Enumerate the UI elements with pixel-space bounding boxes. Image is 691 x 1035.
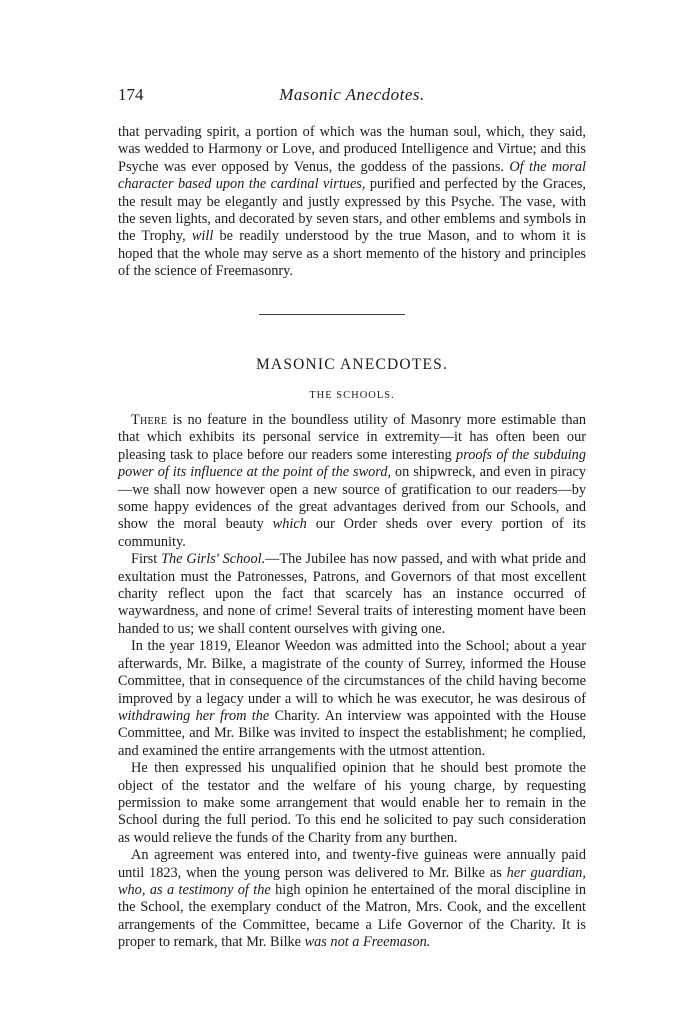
paragraph-5-b: her guardian, who, as a testimony of the [118, 864, 586, 898]
intro-paragraph [118, 124, 586, 281]
paragraph-2-c: —The Jubilee has now passed, and with what pride and exultation must the Patronesses, Patrons, and Governors of that most excellent charity reflect upon the fact that scarcely has an instance occurred of waywardness, and none of crime! Several traits of interesting moment have been handed to us; we shall content ourselves with giving one. [118, 551, 586, 637]
intro-text-e: be readily understood by the true Mason, and to whom it is hoped that the whole may serve as a short memento of the history and principles of the science of Freemasonry. [118, 228, 586, 280]
paragraph-4 [118, 760, 586, 847]
paragraph-3-c: Charity. An interview was appointed with the House Committee, and Mr. Bilke was invited to inspect the establishment; he complied, and examined the entire arrangements with the utmost attention. [118, 707, 586, 759]
paragraph-2-b: The Girls' School. [161, 551, 266, 568]
paragraph-2-a: First [131, 551, 162, 568]
intro-text [118, 124, 586, 281]
subsection-title: THE SCHOOLS. [309, 390, 395, 401]
paragraph-5-c: high opinion he entertained of the moral discipline in the School, the exemplary conduct of the Matron, Mrs. Cook, and the excellent arrangements of the Committee, became a Life Governor of the Charity. It is proper to remark, that Mr. Bilke [118, 881, 586, 951]
intro-text-a: that pervading spirit, a portion of which was the human soul, which, they said, was wedded to Harmony or Love, and produced Intelligence and Virtue; and this Psyche was ever opposed by Venus, the goddess of the passions. [118, 124, 586, 175]
opening-word: There [131, 412, 168, 428]
paragraph-5-d: was not a Freemason. [304, 934, 431, 951]
paragraph-1-d: which [272, 516, 307, 533]
section-divider [259, 314, 405, 315]
paragraph-3-a: In the year 1819, Eleanor Weedon was admitted into the School; about a year afterwards, Mr. Bilke, a magistrate of the county of Surrey, informed the House Committee, that in consequence of the circumstances of the child having become improved by a legacy under a will to which he was executor, he was desirous of [118, 638, 586, 707]
intro-text-b: Of the moral character based upon the cardinal virtues, [118, 158, 586, 193]
intro-text-d: will [191, 228, 214, 245]
paragraph-1-b: proofs of the subduing power of its influence at the point of the sword, [118, 446, 586, 481]
intro-text-c: purified and perfected by the Graces, the result may be elegantly and justly expressed by this Psyche. The vase, with the seven lights, and decorated by seven stars, and other emblems and symbols in the Trophy, [118, 176, 586, 245]
paragraph-1-e: our Order sheds over every portion of its community. [118, 516, 586, 550]
paragraph-5 [118, 847, 586, 951]
paragraph-3-b: withdrawing her from the [118, 707, 270, 724]
running-title: Masonic Anecdotes. [279, 85, 425, 104]
section-title: MASONIC ANECDOTES. [255, 356, 449, 373]
paragraph-1-a: is no feature in the boundless utility of Masonry more estimable than that which exhibits its personal service in extremity—it has often been our pleasing task to place before our readers some interesting [118, 412, 586, 463]
paragraph-4-a: He then expressed his unqualified opinion that he should best promote the object of the testator and the welfare of his young charge, by requesting permission to make some arrangement that would enable her to remain in the School during the full period. To this end he solicited to pay such consideration as would relieve the funds of the Charity from any burthen. [118, 760, 586, 846]
paragraph-1 [118, 412, 586, 551]
page-number: 174 [118, 85, 144, 104]
paragraph-5-a: An agreement was entered into, and twenty-five guineas were annually paid until 1823, when the young person was delivered to Mr. Bilke as [118, 847, 586, 881]
paragraph-2 [118, 551, 586, 638]
paragraph-3 [118, 638, 586, 760]
paragraph-1-c: on shipwreck, and even in piracy—we shall now however open a new source of gratification to our readers—by some happy evidences of the great advantages derived from our Schools, and show the moral beauty [118, 464, 586, 533]
article-body [118, 412, 586, 952]
running-head [118, 84, 586, 106]
